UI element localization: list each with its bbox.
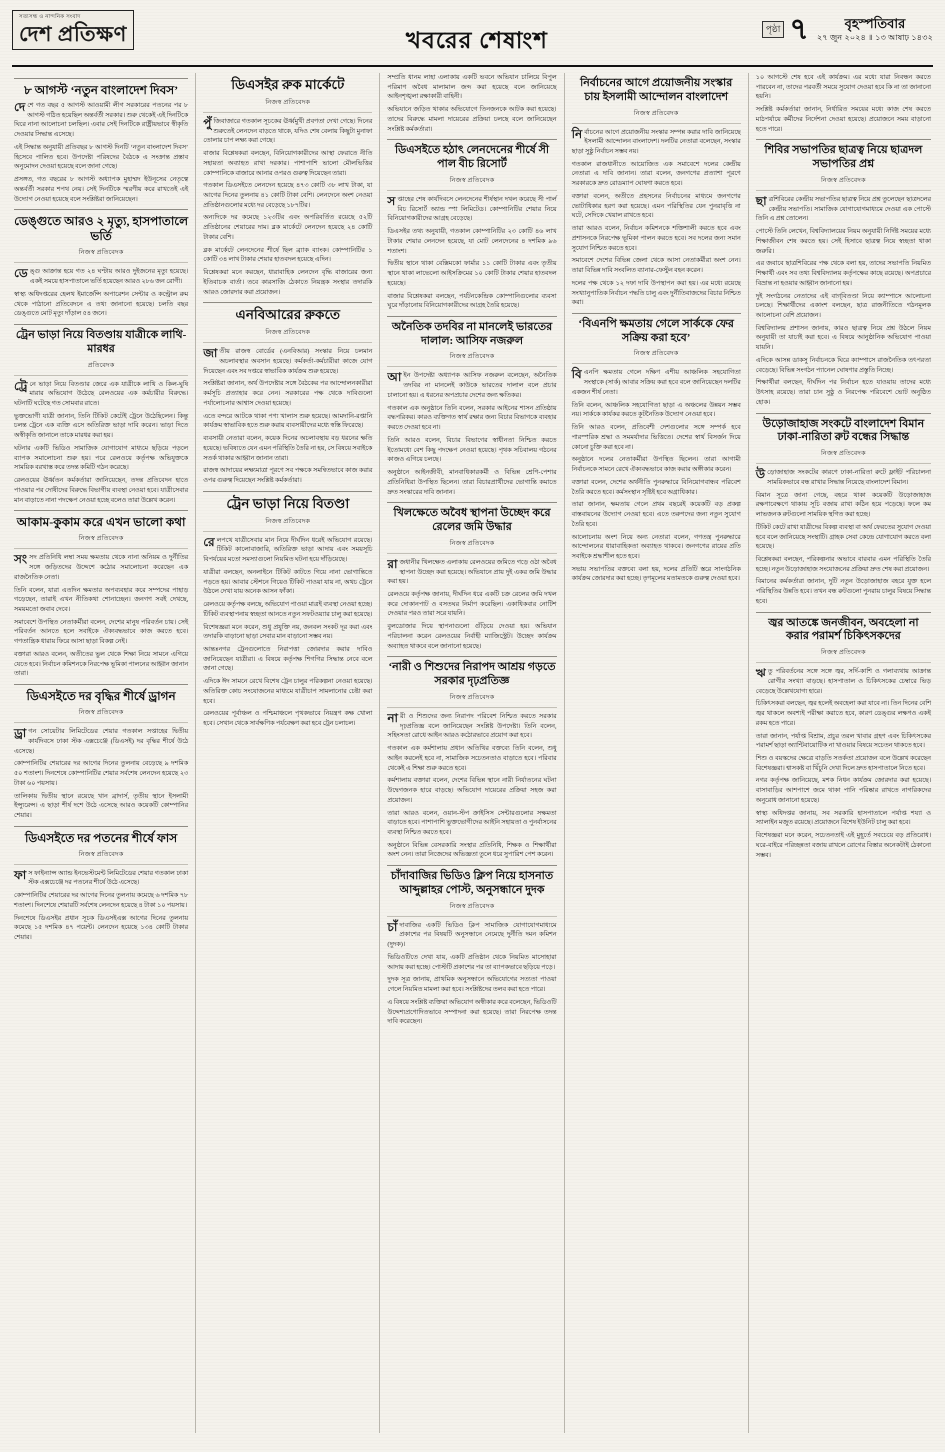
article-paragraph: ফাস ফাইন্যান্স অ্যান্ড ইনভেস্টমেন্ট লিমিটেডের শেয়ার গতকাল ঢাকা স্টক এক্সচেঞ্জে দর পতনের শীর্ষে উঠে এসেছে। bbox=[14, 867, 189, 887]
divider bbox=[203, 302, 372, 303]
article-paragraph: বুলডোজার দিয়ে স্থাপনাগুলো গুঁড়িয়ে দেওয়া হয়। অভিযান পরিচালনা করেন রেলওয়ের নির্বাহী ম্যাজিস্ট্রেট। উচ্ছেদ কার্যক্রম অব্যাহত থাকবে বলে জানানো হয়েছে। bbox=[387, 623, 557, 650]
column-5 bbox=[749, 73, 933, 1433]
article-byline: নিজস্ব প্রতিবেদক bbox=[265, 98, 311, 106]
article-byline: নিজস্ব প্রতিবেদক bbox=[265, 329, 311, 337]
column-1 bbox=[12, 73, 196, 1433]
divider bbox=[387, 316, 556, 317]
article-paragraph: সপ্তাহের শেষ কার্যদিবসে লেনদেনের শীর্ষস্থান দখল করেছে সী পার্ল বিচ রিসোর্ট অ্যান্ড স্পা লিমিটেড। কোম্পানিটির শেয়ার নিয়ে বিনিয়োগকারীদের আগ্রহ বেড়েছে। bbox=[387, 193, 557, 223]
article-paragraph: ড্রাগন সোয়েটার লিমিটেডের শেয়ার গতকাল সপ্তাহের দ্বিতীয় কার্যদিবসে ঢাকা স্টক এক্সচেঞ্জে (ডিএসই) দর বৃদ্ধির শীর্ষে উঠে এসেছে। bbox=[14, 726, 189, 755]
article-paragraph: রেলওয়ের পূর্বাঞ্চল ও পশ্চিমাঞ্চলে পৃথকভাবে নিয়ন্ত্রণ কক্ষ খোলা হবে। সেখান থেকে সার্বক্ষণিক পর্যবেক্ষণ করা হবে ট্রেন চলাচল। bbox=[203, 710, 373, 728]
article-byline: নিজস্ব প্রতিবেদক bbox=[78, 709, 124, 717]
article bbox=[203, 491, 372, 729]
article-paragraph: ট্রেনে ভাড়া নিয়ে বিতণ্ডার জেরে এক যাত্রীকে লাথি ও কিল-ঘুষি মারার অভিযোগ উঠেছে রেলওয়ের এক কর্মচারীর বিরুদ্ধে। ঘটনাটি ঘটেছে গত সোমবার রাতে। bbox=[14, 378, 189, 407]
article-headline[interactable]: নির্বাচনের আগে প্রয়োজনীয় সংস্কার চায় ইসলামী আন্দোলন বাংলাদেশ bbox=[580, 77, 733, 103]
article-paragraph: অনুষ্ঠানে আইনজীবী, মানবাধিকারকর্মী ও বিভিন্ন শ্রেণি-পেশার প্রতিনিধিরা উপস্থিত ছিলেন। তারা বিচারপ্রার্থীদের ভোগান্তি কমাতে দ্রুত সংস্কারের দাবি জানান। bbox=[387, 469, 557, 496]
divider bbox=[756, 139, 931, 140]
article-paragraph: দ্বিতীয় স্থানে থাকা বেক্সিমকো ফার্মার ১১ কোটি টাকার এবং তৃতীয় স্থানে থাকা লাভেলো আইসক্রিমের ১০ কোটি টাকার শেয়ার হাতবদল হয়েছে। bbox=[387, 260, 557, 287]
article-headline[interactable]: ডিএসইর রুক মার্কেটে bbox=[231, 77, 345, 92]
article bbox=[14, 78, 188, 204]
article-paragraph: দলের পক্ষ থেকে ১২ দফা দাবি উপস্থাপন করা হয়। এর মধ্যে রয়েছে সংখ্যানুপাতিক নির্বাচন পদ্ধতি চালু এবং দুর্নীতিবাজদের বিচার নিশ্চিত করা। bbox=[571, 279, 741, 307]
logo-text: দেশ প্রতিক্ষণ bbox=[19, 22, 127, 46]
article-paragraph: দিনশেষে ডিএসইর প্রধান সূচক ডিএসইএক্স আগের দিনের তুলনায় কমেছে ১৫ দশমিক ৪৭ পয়েন্ট। লেনদেন হয়েছে ১৩৪ কোটি টাকার শেয়ার। bbox=[14, 914, 189, 942]
article-paragraph: স্বাস্থ্য অধিদপ্তরের হেলথ ইমার্জেন্সি অপারেশন সেন্টার ও কন্ট্রোল রুম থেকে পাঠানো প্রতিবেদনে এ তথ্য জানানো হয়েছে। চলতি বছর ডেঙ্গুতে মোট মৃত্যু দাঁড়াল ৫৪ জনে। bbox=[14, 290, 189, 318]
article-byline: নিজস্ব প্রতিবেদক bbox=[449, 693, 495, 701]
article-paragraph: ঘটনার একটি ভিডিও সামাজিক যোগাযোগ মাধ্যমে ছড়িয়ে পড়লে ব্যাপক সমালোচনা শুরু হয়। পরে রেলওয়ে কর্তৃপক্ষ অভিযুক্তকে সাময়িক বরখাস্ত করে তদন্ত কমিটি গঠন করেছে। bbox=[14, 444, 189, 472]
article bbox=[572, 313, 741, 584]
article-paragraph: এতে বন্দরে আটকে থাকা পণ্য খালাস শুরু হয়েছে। আমদানি-রপ্তানি কার্যক্রম স্বাভাবিক হতে শুরু করায় ব্যবসায়ীদের মধ্যে স্বস্তি ফিরেছে। bbox=[203, 412, 373, 430]
article-paragraph: তিনি বলেন, যারা এতদিন ক্ষমতার অপব্যবহার করে সম্পদের পাহাড় গড়েছেন, তারাই এখন নীতিকথা শোনাচ্ছেন। জনগণ সবই দেখছে, সময়মতো জবাব দেবে। bbox=[14, 586, 189, 613]
article-headline[interactable]: শিবির সভাপতির ছাত্রত্ব নিয়ে ছাত্রদল সভাপতির প্রশ্ন bbox=[764, 144, 923, 171]
article-paragraph: বিশ্ববিদ্যালয় প্রশাসন জানায়, কারও ছাত্রত্ব নিয়ে প্রশ্ন উঠলে নিয়ম অনুযায়ী তা যাচাই করা হবে। এ বিষয়ে আনুষ্ঠানিক অভিযোগ পাওয়া যায়নি। bbox=[755, 324, 931, 352]
article-paragraph: রেলওয়ে কর্তৃপক্ষ বলছে, অভিযোগ পাওয়া মাত্রই ব্যবস্থা নেওয়া হচ্ছে। টিকিট ব্যবস্থাপনায় স্বচ্ছতা আনতে নতুন সফটওয়্যার চালু করা হয়েছে। bbox=[203, 601, 373, 618]
weekday: বৃহস্পতিবার bbox=[844, 16, 906, 31]
article-paragraph: বিশ্লেষকরা মনে করছেন, ধারাবাহিক লেনদেন বৃদ্ধি বাজারের জন্য ইতিবাচক বার্তা। তবে কারসাজি ঠেকাতে নিয়ন্ত্রক সংস্থার তদারকি আরও জোরদার করা প্রয়োজন। bbox=[203, 269, 373, 296]
article-headline[interactable]: ডিএসইতে দর বৃদ্ধির শীর্ষে ড্রাগন bbox=[26, 689, 176, 704]
article-paragraph: নির্বাচনের আগে প্রয়োজনীয় সংস্কার সম্পন্ন করার দাবি জানিয়েছে ইসলামী আন্দোলন বাংলাদেশ। দলটির নেতারা বলেছেন, সংস্কার ছাড়া সুষ্ঠু নির্বাচন সম্ভব নয়। bbox=[571, 126, 741, 155]
article-byline: নিজস্ব প্রতিবেদক bbox=[449, 902, 495, 910]
article-paragraph: শিক্ষার্থীরা বলছেন, দীর্ঘদিন পর নির্বাচন হতে যাওয়ায় তাদের মধ্যে উৎসাহ রয়েছে। তারা চান সুষ্ঠু ও নিরপেক্ষ পরিবেশে ভোট অনুষ্ঠিত হোক। bbox=[755, 379, 931, 406]
article-headline[interactable]: ‘বিএনপি ক্ষমতায় গেলে সার্ককে ফের সক্রিয় করা হবে’ bbox=[578, 317, 734, 344]
article-paragraph: পোস্টে তিনি লেখেন, বিশ্ববিদ্যালয়ের নিয়ম অনুযায়ী নির্দিষ্ট সময়ের মধ্যে শিক্ষাজীবন শেষ করতে হয়। সেই হিসাবে ছাত্রত্ব নিয়ে স্বচ্ছতা থাকা জরুরি। bbox=[755, 228, 931, 255]
article-paragraph: বাজার বিশ্লেষকরা বলছেন, বিনিয়োগকারীদের আস্থা ফেরাতে নীতি সহায়তা অব্যাহত রাখা দরকার। পাশাপাশি ভালো মৌলভিত্তির কোম্পানিকে বাজারে আনার ওপরও গুরুত্ব দিয়েছেন তারা। bbox=[203, 150, 373, 177]
article bbox=[387, 502, 556, 651]
byline-divider bbox=[756, 190, 931, 191]
article-paragraph: সংশ্লিষ্টরা জানান, অর্থ উপদেষ্টার সঙ্গে বৈঠকের পর আন্দোলনকারীরা কর্মসূচি প্রত্যাহার করে নেন। সরকারের পক্ষ থেকে দাবিগুলো পর্যালোচনার আশ্বাস দেওয়া হয়েছে। bbox=[203, 380, 373, 407]
article-headline[interactable]: খিলক্ষেতে অবৈধ স্থাপনা উচ্ছেদ করে রেলের জমি উদ্ধার bbox=[393, 507, 551, 534]
byline-divider bbox=[203, 531, 372, 532]
byline-divider bbox=[203, 112, 372, 113]
date-line: ২৭ জুন ২০২৪ ॥ ১৩ আষাঢ় ১৪৩২ bbox=[816, 32, 933, 42]
article-paragraph: বক্তারা বলেন, অতীতে প্রহসনের নির্বাচনের মাধ্যমে জনগণের ভোটাধিকার হরণ করা হয়েছে। এমন পরিস্থিতির যেন পুনরাবৃত্তি না ঘটে, সেদিকে খেয়াল রাখতে হবে। bbox=[571, 192, 741, 220]
article-paragraph: তারা জানান, পর্যাপ্ত বিশ্রাম, প্রচুর তরল খাবার গ্রহণ এবং চিকিৎসকের পরামর্শ ছাড়া অ্যান্টিবায়োটিক না খাওয়ার বিষয়ে সচেতন থাকতে হবে। bbox=[755, 732, 931, 750]
page-columns bbox=[12, 73, 933, 1433]
article-paragraph: ব্লক মার্কেটে লেনদেনের শীর্ষে ছিল ব্র্যাক ব্যাংক। কোম্পানিটির ১ কোটি ৩৪ লাখ টাকার শেয়ার হাতবদল হয়েছে এদিন। bbox=[203, 246, 373, 264]
article-paragraph: আলোচনায় অংশ নিয়ে অন্য নেতারা বলেন, গণতন্ত্র পুনরুদ্ধারে আন্দোলনের ধারাবাহিকতা অব্যাহত থাকবে। জনগণের রায়ের প্রতি সবাইকে শ্রদ্ধাশীল হতে হবে। bbox=[571, 533, 741, 560]
article-paragraph: শিশু ও বয়স্কদের ক্ষেত্রে বাড়তি সতর্কতা প্রয়োজন বলে উল্লেখ করেছেন বিশেষজ্ঞরা। শ্বাসকষ্ট বা খিঁচুনি দেখা দিলে দ্রুত হাসপাতালে নিতে হবে। bbox=[755, 755, 931, 772]
article-byline: নিজস্ব প্রতিবেদক bbox=[449, 353, 495, 361]
byline-divider bbox=[14, 864, 188, 865]
divider bbox=[387, 502, 556, 503]
article-headline[interactable]: আকাম-কুকাম করে এখন ভালো কথা bbox=[16, 515, 186, 530]
article-paragraph: সমাবেশে উপস্থিত নেতাকর্মীরা বলেন, দেশের মানুষ পরিবর্তন চায়। সেই পরিবর্তন আনতে হলে সবাইকে ঐক্যবদ্ধভাবে কাজ করতে হবে। গণতান্ত্রিক ধারায় ফিরে আসা ছাড়া বিকল্প নেই। bbox=[14, 618, 189, 646]
article-paragraph: এই সিদ্ধান্ত অনুযায়ী প্রতিবছর ৮ আগস্ট দিনটি ‘নতুন বাংলাদেশ দিবস’ হিসেবে পালিত হবে। উপদেষ্টা পরিষদের বৈঠকে এ সংক্রান্ত প্রস্তাব অনুমোদন দেওয়া হয়েছে বলে জানা গেছে। bbox=[14, 143, 189, 171]
article-paragraph: আন্তঃনগর ট্রেনগুলোতে নিরাপত্তা জোরদার করার দাবিও জানিয়েছেন যাত্রীরা। এ বিষয়ে কর্তৃপক্ষ শিগগির সিদ্ধান্ত নেবে বলে জানা গেছে। bbox=[203, 646, 373, 673]
divider bbox=[14, 324, 188, 325]
article-byline: নিজস্ব প্রতিবেদক bbox=[633, 350, 679, 358]
article-paragraph: এ বিষয়ে সংশ্লিষ্ট ব্যক্তিরা অভিযোগ অস্বীকার করে বলেছেন, ভিডিওটি উদ্দেশ্যপ্রণোদিতভাবে সম্পাদনা করা হয়েছে। তারা নিরপেক্ষ তদন্ত দাবি করেছেন। bbox=[387, 998, 557, 1026]
page-badge bbox=[762, 13, 809, 47]
article-headline[interactable]: ৮ আগস্ট ‘নতুন বাংলাদেশ দিবস’ bbox=[24, 83, 179, 97]
article-byline: নিজস্ব প্রতিবেদক bbox=[78, 249, 124, 257]
article-byline: নিজস্ব প্রতিবেদক bbox=[78, 535, 124, 543]
article bbox=[572, 77, 741, 308]
article-paragraph: রাজস্ব আদায়ের লক্ষ্যমাত্রা পূরণে সব পক্ষকে সমন্বিতভাবে কাজ করার ওপর গুরুত্ব দিয়েছেন সংশ্লিষ্ট কর্মকর্তারা। bbox=[203, 467, 373, 485]
article bbox=[756, 413, 931, 607]
byline-divider bbox=[572, 363, 741, 364]
article bbox=[203, 302, 372, 485]
article-paragraph: কোম্পানিটির শেয়ারের দর আগের দিনের তুলনায় কমেছে ৬ দশমিক ৭৮ শতাংশ। দিনশেষে শেয়ারটি সর্বশেষ লেনদেন হয়েছে ৪ টাকা ১০ পয়সায়। bbox=[14, 892, 189, 909]
article bbox=[387, 73, 556, 134]
article bbox=[756, 139, 931, 407]
masthead-right bbox=[762, 10, 933, 47]
divider bbox=[14, 510, 188, 511]
column-3 bbox=[380, 73, 564, 1433]
byline-divider bbox=[387, 916, 556, 917]
byline-divider bbox=[387, 553, 556, 554]
byline-divider bbox=[203, 342, 372, 343]
article-byline: নিজস্ব প্রতিবেদক bbox=[78, 850, 124, 858]
byline-divider bbox=[387, 707, 556, 708]
article bbox=[14, 209, 188, 319]
article-paragraph: চিকিৎসকরা বলছেন, জ্বর হলেই অবহেলা করা যাবে না। তিন দিনের বেশি জ্বর থাকলে অবশ্যই পরীক্ষা করাতে হবে, কারণ ডেঙ্গুর লক্ষণও একই রকম হতে পারে। bbox=[755, 700, 931, 727]
divider bbox=[756, 413, 931, 414]
article-paragraph: বক্তারা বলেন, দেশের অর্থনীতি পুনরুদ্ধারে বিনিয়োগবান্ধব পরিবেশ তৈরি করতে হবে। কর্মসংস্থান সৃষ্টিই হবে অগ্রাধিকার। bbox=[571, 478, 741, 496]
article-paragraph: অনুষ্ঠানে বিভিন্ন বেসরকারি সংস্থার প্রতিনিধি, শিক্ষক ও শিক্ষার্থীরা অংশ নেন। তারা নিজেদের অভিজ্ঞতা তুলে ধরে সুপারিশ পেশ করেন। bbox=[387, 841, 557, 859]
byline-divider bbox=[756, 662, 931, 663]
article-paragraph: সংশ্লিষ্ট কর্মকর্তারা জানান, নির্ধারিত সময়ের মধ্যে কাজ শেষ করতে মাঠপর্যায়ে কর্মীদের নির্দেশনা দেওয়া হয়েছে। প্রয়োজনে সময় বাড়ানো হতে পারে। bbox=[755, 106, 931, 133]
article-paragraph: বিশেষজ্ঞরা মনে করেন, সচেতনতাই এই মুহূর্তে সবচেয়ে বড় প্রতিরোধ। ঘরে-বাইরে পরিচ্ছন্নতা বজায় রাখলে রোগের বিস্তার অনেকটাই ঠেকানো সম্ভব। bbox=[755, 832, 931, 859]
article-paragraph: যাত্রীরা বলছেন, অনলাইনে টিকিট কাটতে গিয়ে নানা ভোগান্তিতে পড়তে হয়। আবার স্টেশনে গিয়েও টিকিট পাওয়া যায় না, অথচ ট্রেনে উঠলে দেখা যায় অনেক আসন ফাঁকা। bbox=[203, 568, 373, 596]
column-4 bbox=[565, 73, 749, 1433]
article-paragraph: তালিকায় দ্বিতীয় স্থানে রয়েছে খান ব্রাদার্স, তৃতীয় স্থানে ইসলামী ইন্স্যুরেন্স। এ ছাড়া শীর্ষ দশে উঠে এসেছে আরও কয়েকটি কোম্পানির শেয়ার। bbox=[14, 792, 189, 820]
article-headline[interactable]: ডিএসইতে দর পতনের শীর্ষে ফাস bbox=[25, 830, 178, 845]
article-paragraph: গতকাল রাজধানীতে আয়োজিত এক সমাবেশে দলের কেন্দ্রীয় নেতারা এ দাবি জানান। তারা বলেন, জনগণের প্রত্যাশা পূরণে সরকারকে দ্রুত রোডম্যাপ ঘোষণা করতে হবে। bbox=[571, 160, 741, 188]
article-paragraph: গতকাল এক কর্মশালায় প্রধান অতিথির বক্তব্যে তিনি বলেন, শুধু আইন করলেই হবে না, সামাজিক সচেতনতাও বাড়াতে হবে। পরিবার থেকেই এ শিক্ষা শুরু করতে হবে। bbox=[387, 745, 557, 772]
article-headline[interactable]: জ্বর আতঙ্কে জনজীবন, অবহেলা না করার পরামর্শ চিকিৎসকদের bbox=[768, 616, 919, 643]
article-paragraph: বিমানের কর্মকর্তারা জানান, দুটি নতুন উড়োজাহাজ বহরে যুক্ত হলে পরিস্থিতির উন্নতি হবে। তখন বন্ধ রুটগুলো পুনরায় চালুর বিষয়ে সিদ্ধান্ত হবে। bbox=[755, 578, 931, 605]
article-byline: নিজস্ব প্রতিবেদক bbox=[633, 109, 679, 117]
article-paragraph: বিশেষজ্ঞরা মনে করেন, শুধু প্রযুক্তি নয়, জনবল সংকট দূর করা এবং তদারকি বাড়ানো ছাড়া সেবার মান বাড়ানো সম্ভব নয়। bbox=[203, 623, 373, 641]
article-paragraph: সভায় সভাপতির বক্তব্যে বলা হয়, দলের প্রতিটি স্তরে সাংগঠনিক কার্যক্রম জোরদার করা হচ্ছে। তৃণমূলের মতামতকে গুরুত্ব দেওয়া হবে। bbox=[571, 565, 741, 583]
article bbox=[387, 316, 556, 497]
article-paragraph: উড়োজাহাজ সংকটের কারণে ঢাকা-নারিতা রুটে ফ্লাইট পরিচালনা সাময়িকভাবে বন্ধ রাখার সিদ্ধান্ত নিয়েছে বাংলাদেশ বিমান। bbox=[755, 467, 931, 486]
article-paragraph: এদিকে আসন্ন ডাকসু নির্বাচনকে ঘিরে ক্যাম্পাসে রাজনৈতিক তৎপরতা বেড়েছে। বিভিন্ন সংগঠন প্যানেল ঘোষণার প্রস্তুতি নিচ্ছে। bbox=[755, 356, 931, 374]
article-byline: নিজস্ব প্রতিবেদক bbox=[821, 176, 866, 184]
article-paragraph: চাঁদাবাজির একটি ভিডিও ক্লিপ সামাজিক যোগাযোগমাধ্যমে প্রকাশের পর বিষয়টি অনুসন্ধানে নেমেছে দুর্নীতি দমন কমিশন (দুদক)। bbox=[387, 919, 557, 949]
logo-box bbox=[12, 10, 134, 50]
article-paragraph: দুদক সূত্র জানায়, প্রাথমিক অনুসন্ধানে অভিযোগের সত্যতা পাওয়া গেলে নিয়মিত মামলা করা হবে। সংশ্লিষ্টদের তলব করা হতে পারে। bbox=[387, 976, 557, 994]
article bbox=[14, 684, 188, 821]
column-2 bbox=[196, 73, 380, 1433]
divider bbox=[756, 612, 931, 613]
divider bbox=[572, 313, 741, 314]
article bbox=[14, 324, 188, 505]
article-paragraph: ভিডিওটিতে দেখা যায়, একটি প্রতিষ্ঠান থেকে নিয়মিত মাসোহারা আদায় করা হচ্ছে। পোস্টটি প্রকাশের পর তা ব্যাপকভাবে ছড়িয়ে পড়ে। bbox=[387, 953, 557, 971]
article bbox=[387, 656, 556, 860]
byline-divider bbox=[387, 366, 556, 367]
article-paragraph: রেলওয়ের ঊর্ধ্বতন কর্মকর্তারা জানিয়েছেন, তদন্ত প্রতিবেদন হাতে পাওয়ার পর দোষীদের বিরুদ্ধে বিভাগীয় ব্যবস্থা নেওয়া হবে। যাত্রীসেবার মান বাড়াতে নানা পদক্ষেপ নেওয়া হচ্ছে বলেও তারা উল্লেখ করেন। bbox=[14, 477, 189, 504]
divider bbox=[14, 684, 188, 685]
article-paragraph: ডিএসইর তথ্য অনুযায়ী, গতকাল কোম্পানিটির ২৩ কোটি ৪৬ লাখ টাকার শেয়ার লেনদেন হয়েছে, যা মোট লেনদেনের ৪ দশমিক ৯৬ শতাংশ। bbox=[387, 228, 557, 255]
logo-tagline: সত্যসন্ধ ও নান্দনিক সংবাদ bbox=[19, 14, 81, 20]
article-paragraph: তারা আরও বলেন, নির্বাচন কমিশনকে শক্তিশালী করতে হবে এবং প্রশাসনকে নিরপেক্ষ ভূমিকা পালন করতে হবে। সব দলের জন্য সমান সুযোগ নিশ্চিত করতে হবে। bbox=[571, 225, 741, 252]
article-paragraph: বক্তারা আরও বলেন, অতীতের ভুল থেকে শিক্ষা নিয়ে সামনে এগিয়ে যেতে হবে। নির্বাচন কমিশনকে নিরপেক্ষ ভূমিকা পালনের আহ্বান জানান তারা। bbox=[14, 650, 189, 678]
article-byline: নিজস্ব প্রতিবেদক bbox=[821, 649, 866, 657]
article-paragraph: তিনি আরও বলেন, প্রতিবেশী দেশগুলোর সঙ্গে সম্পর্ক হবে পারস্পরিক শ্রদ্ধা ও সমমর্যাদার ভিত্তিতে। দেশের স্বার্থ বিসর্জন দিয়ে কোনো চুক্তি করা হবে না। bbox=[571, 424, 741, 451]
article-paragraph: রাজধানীর খিলক্ষেত এলাকায় রেলওয়ের জমিতে গড়ে ওঠা অবৈধ স্থাপনা উচ্ছেদ করা হয়েছে। অভিযানে প্রায় দুই একর জমি উদ্ধার করা হয়। bbox=[387, 556, 557, 586]
article-paragraph: সম্প্রতি ধানম লাহা এলাকায় একটি ভবনে অভিযান চালিয়ে বিপুল পরিমাণ অবৈধ মালামাল জব্দ করা হয়েছে বলে জানিয়েছে আইনশৃঙ্খলা রক্ষাকারী বাহিনী। bbox=[387, 74, 557, 101]
article-byline: নিজস্ব প্রতিবেদক bbox=[265, 517, 311, 525]
article-headline[interactable]: এনবিআরের রুকতে bbox=[235, 307, 341, 323]
article-paragraph: ১০ আগস্টে শেষ হবে এই কার্যক্রম। এর মধ্যে যারা নিবন্ধন করতে পারবেন না, তাদের পরবর্তী সময়ে সুযোগ দেওয়া হবে কি না তা জানানো হয়নি। bbox=[755, 74, 931, 101]
byline-divider bbox=[387, 190, 556, 191]
byline-divider bbox=[14, 262, 188, 263]
article-paragraph: দুই সংগঠনের নেতাদের এই বাগ্‌বিতণ্ডা নিয়ে ক্যাম্পাসে আলোচনা চলছে। শিক্ষার্থীদের একাংশ বলছেন, ছাত্র রাজনীতিতে গঠনমূলক আলোচনা বেশি প্রয়োজন। bbox=[755, 292, 931, 319]
article-paragraph: সংসদ প্রতিনিধি লম্বা সময় ক্ষমতায় থেকে নানা অনিয়ম ও দুর্নীতির সঙ্গে জড়িতদের উদ্দেশে কঠোর সমালোচনা করেছেন এক রাজনৈতিক নেতা। bbox=[14, 552, 189, 581]
article-headline[interactable]: ডেঙ্গুতে আরও ২ মৃত্যু, হাসপাতালে ভর্তি bbox=[14, 214, 189, 244]
article-paragraph: প্রসঙ্গত, গত বছরের ৮ আগস্ট অধ্যাপক মুহাম্মদ ইউনূসের নেতৃত্বে অন্তর্বর্তী সরকার শপথ নেয়। সেই দিনটিকে স্মরণীয় করে রাখতেই এই উদ্যোগ নেওয়া হয়েছে বলে সংশ্লিষ্টরা জানিয়েছেন। bbox=[14, 176, 189, 203]
article-paragraph: এদিকে ঈদ সামনে রেখে বিশেষ ট্রেন চালুর পরিকল্পনা নেওয়া হয়েছে। অতিরিক্ত কোচ সংযোজনের মাধ্যমে যাত্রীচাপ সামলানোর চেষ্টা করা হবে। bbox=[203, 678, 373, 705]
article-paragraph: নগর কর্তৃপক্ষ জানিয়েছে, মশক নিধন কার্যক্রম জোরদার করা হয়েছে। বাসাবাড়ির আশপাশে জমে থাকা পানি পরিষ্কার রাখতে নাগরিকদের অনুরোধ জানানো হয়েছে। bbox=[755, 777, 931, 804]
article-paragraph: তারা আরও বলেন, ওয়ান-স্টপ ক্রাইসিস সেন্টারগুলোর সক্ষমতা বাড়াতে হবে। পাশাপাশি ভুক্তভোগীদের আইনি সহায়তা ও পুনর্বাসনের ব্যবস্থা নিশ্চিত করতে হবে। bbox=[387, 809, 557, 836]
byline-divider bbox=[756, 463, 931, 464]
article-paragraph: গতকাল এক অনুষ্ঠানে তিনি বলেন, সরকার আইনের শাসন প্রতিষ্ঠায় বদ্ধপরিকর। কারও ব্যক্তিগত স্বার্থ রক্ষার জন্য বিচার বিভাগকে ব্যবহার করতে দেওয়া হবে না। bbox=[387, 404, 557, 432]
article-paragraph: বিমান সূত্রে জানা গেছে, বহরে থাকা কয়েকটি উড়োজাহাজ রক্ষণাবেক্ষণে থাকায় সূচি বজায় রাখা কঠিন হয়ে পড়েছে। ফলে কম লাভজনক রুটগুলো সাময়িক স্থগিত করা হচ্ছে। bbox=[755, 491, 931, 519]
article-paragraph: দেশে গত বছর ৫ আগস্ট আওয়ামী লীগ সরকারের পতনের পর ৮ আগস্ট গঠিত হয়েছিল অন্তর্বর্তী সরকার। শুরু থেকেই এই দিনটিকে ঘিরে নানা আলোচনা চলছিল। এবার সেই দিনটিকে রাষ্ট্রীয়ভাবে স্বীকৃতি দেওয়ার সিদ্ধান্ত এসেছে। bbox=[14, 100, 189, 139]
article-headline[interactable]: ট্রেন ভাড়া নিয়ে বিতণ্ডা bbox=[226, 495, 350, 511]
article-paragraph: তারা জানান, ক্ষমতায় গেলে প্রথম বছরেই কয়েকটি বড় প্রকল্প বাস্তবায়নের উদ্যোগ নেওয়া হবে। এতে তরুণদের জন্য নতুন সুযোগ তৈরি হবে। bbox=[571, 501, 741, 528]
divider bbox=[387, 656, 556, 657]
article-paragraph: ভুক্তভোগী যাত্রী জানান, তিনি টিকিট কেটেই ট্রেনে উঠেছিলেন। কিন্তু চলন্ত ট্রেনে এক ব্যক্তি এসে অতিরিক্ত ভাড়া দাবি করেন। ভাড়া দিতে অস্বীকৃতি জানালে তাকে মারধর করা হয়। bbox=[14, 412, 189, 440]
article-paragraph: বাজার বিশ্লেষকরা বলছেন, পর্যটনকেন্দ্রিক কোম্পানিগুলোর ব্যবসা ঘুরে দাঁড়ানোয় বিনিয়োগকারীদের আগ্রহ তৈরি হয়েছে। bbox=[387, 292, 557, 310]
article-paragraph: রেলপথে যাত্রীসেবার মান নিয়ে দীর্ঘদিন ধরেই অভিযোগ রয়েছে। টিকিট কালোবাজারি, অতিরিক্ত ভাড়া আদায় এবং সময়সূচি বিপর্যয়ের মতো সমস্যাগুলো নিয়মিত ঘটনা হয়ে দাঁড়িয়েছে। bbox=[203, 534, 373, 564]
date-block bbox=[817, 16, 933, 43]
article bbox=[14, 510, 188, 679]
article-paragraph: ডেঙ্গু আক্রান্ত হয়ে গত ২৪ ঘণ্টায় আরও দুইজনের মৃত্যু হয়েছে। একই সময়ে হাসপাতালে ভর্তি হয়েছেন আরও ২৮৬ জন রোগী। bbox=[14, 266, 189, 286]
divider bbox=[203, 491, 372, 492]
divider bbox=[14, 78, 188, 79]
article-headline[interactable]: ‘নারী ও শিশুদের নিরাপদ আশ্রয় গড়তে সরকার দৃঢ়প্রতিজ্ঞ bbox=[388, 661, 556, 688]
article-paragraph: বিএনপি ক্ষমতায় গেলে দক্ষিণ এশীয় আঞ্চলিক সহযোগিতা সংস্থাকে (সার্ক) আবার সক্রিয় করা হবে বলে জানিয়েছেন দলটির একজন শীর্ষ নেতা। bbox=[571, 367, 741, 396]
article-headline[interactable]: অনৈতিক তদবির না মানলেই ভারতের দালাল: আসিফ নজরুল bbox=[391, 320, 553, 347]
article-paragraph: অন্যদিকে দর কমেছে ১২৩টির এবং অপরিবর্তিত রয়েছে ৫২টি প্রতিষ্ঠানের শেয়ারের দাম। ব্লক মার্কেটে লেনদেন হয়েছে ২৪ কোটি টাকার বেশি। bbox=[203, 214, 373, 241]
page-label: পৃষ্ঠা bbox=[762, 21, 785, 38]
article-headline[interactable]: উড়োজাহাজ সংকটে বাংলাদেশ বিমান ঢাকা-নারিতা রুট বন্ধের সিদ্ধান্ত bbox=[762, 417, 925, 444]
article-paragraph: তিনি আরও বলেন, বিচার বিভাগের স্বাধীনতা নিশ্চিত করতে ইতোমধ্যে বেশ কিছু পদক্ষেপ নেওয়া হয়েছে। পৃথক সচিবালয় গঠনের কাজও এগিয়ে চলছে। bbox=[387, 436, 557, 464]
article-headline[interactable]: ট্রেন ভাড়া নিয়ে বিতণ্ডায় যাত্রীকে লাথি-মারধর bbox=[15, 329, 187, 355]
article-byline: নিজস্ব প্রতিবেদক bbox=[821, 450, 866, 458]
masthead-logo-block bbox=[12, 10, 192, 50]
article bbox=[756, 612, 931, 861]
byline-divider bbox=[572, 123, 741, 124]
section-title: খবরের শেষাংশ bbox=[405, 28, 548, 53]
article-paragraph: বিশ্লেষকরা বলছেন, পরিকল্পনার অভাবে বারবার এমন পরিস্থিতি তৈরি হচ্ছে। নতুন উড়োজাহাজ সংযোজনের প্রক্রিয়া দ্রুত শেষ করা প্রয়োজন। bbox=[755, 555, 931, 573]
article-paragraph: রেলওয়ে কর্তৃপক্ষ জানায়, দীর্ঘদিন ধরে একটি চক্র রেলের জমি দখল করে দোকানপাট ও বসতঘর নির্মাণ করেছিল। একাধিকবার নোটিশ দেওয়ার পরও তারা সরে যায়নি। bbox=[387, 591, 557, 618]
article-paragraph: ঋতু পরিবর্তনের সঙ্গে সঙ্গে জ্বর, সর্দি-কাশি ও গলাব্যথায় আক্রান্ত রোগীর সংখ্যা বাড়ছে। হাসপাতাল ও চিকিৎসকের চেম্বারে ভিড় বেড়েছে উল্লেখযোগ্য হারে। bbox=[755, 666, 931, 695]
article-paragraph: অভিযানে জড়িত থাকার অভিযোগে তিনজনকে আটক করা হয়েছে। তাদের বিরুদ্ধে মামলা দায়েরের প্রক্রিয়া চলছে বলে জানিয়েছেন সংশ্লিষ্ট কর্মকর্তারা। bbox=[387, 106, 557, 133]
article bbox=[14, 826, 188, 943]
byline-divider bbox=[14, 375, 188, 376]
article-byline: নিজস্ব প্রতিবেদক bbox=[449, 176, 495, 184]
article-paragraph: জাতীয় রাজস্ব বোর্ডের (এনবিআর) সংস্কার নিয়ে চলমান অচলাবস্থার অবসান হয়েছে। কর্মকর্তা-কর্মচারীরা কাজে যোগ দিয়েছেন এবং সব দপ্তরে স্বাভাবিক কার্যক্রম শুরু হয়েছে। bbox=[203, 346, 373, 375]
article-paragraph: সমাবেশে দেশের বিভিন্ন জেলা থেকে আসা নেতাকর্মীরা অংশ নেন। তারা বিভিন্ন দাবি সংবলিত ব্যানার-ফেস্টুন বহন করেন। bbox=[571, 257, 741, 275]
divider bbox=[387, 139, 556, 140]
divider bbox=[14, 209, 188, 210]
byline-divider bbox=[14, 722, 188, 723]
article-byline: নিজস্ব প্রতিবেদক bbox=[449, 539, 495, 547]
article bbox=[387, 865, 556, 1027]
article-paragraph: টিকিট কেটে রাখা যাত্রীদের বিকল্প ব্যবস্থা বা অর্থ ফেরতের সুযোগ দেওয়া হবে বলে জানিয়েছে সংস্থাটি। গ্রাহক সেবা কেন্দ্রে যোগাযোগ করতে বলা হয়েছে। bbox=[755, 523, 931, 551]
article bbox=[387, 139, 556, 311]
page-number: ৭ bbox=[789, 13, 809, 47]
divider bbox=[14, 826, 188, 827]
article-paragraph: ছাত্রশিবিরের কেন্দ্রীয় সভাপতির ছাত্রত্ব নিয়ে প্রশ্ন তুলেছেন ছাত্রদলের কেন্দ্রীয় সভাপতি। সামাজিক যোগাযোগমাধ্যমে দেওয়া এক পোস্টে তিনি এ প্রশ্ন তোলেন। bbox=[755, 193, 931, 223]
article-headline[interactable]: ডিএসইতে হঠাৎ লেনদেনের শীর্ষে সী পাল বীচ রিসোর্ট bbox=[394, 144, 549, 171]
article-paragraph: পুঁজিবাজারে গতকাল সূচকের ঊর্ধ্বমুখী প্রবণতা দেখা গেছে। দিনের শুরুতেই লেনদেন বাড়তে থাকে, যদিও শেষ বেলায় কিছুটা মুনাফা তোলার চাপ লক্ষ্য করা গেছে। bbox=[203, 115, 373, 145]
article-paragraph: ব্যবসায়ী নেতারা বলেন, কয়েক দিনের অচলাবস্থায় বড় ধরনের ক্ষতি হয়েছে। ভবিষ্যতে যেন এমন পরিস্থিতি তৈরি না হয়, সে বিষয়ে সবাইকে সতর্ক থাকার আহ্বান জানান তারা। bbox=[203, 435, 373, 462]
article-headline[interactable]: চাঁদাবাজির ভিডিও ক্লিপ নিয়ে হাসনাত আব্দুল্লাহর পোস্ট, অনুসন্ধানে দুদক bbox=[390, 870, 554, 896]
article bbox=[756, 73, 931, 134]
masthead bbox=[12, 10, 933, 67]
article-paragraph: কর্মশালায় বক্তারা বলেন, দেশের বিভিন্ন স্থানে নারী নির্যাতনের ঘটনা উদ্বেগজনক হারে বাড়ছে। অভিযোগ দায়েরের প্রক্রিয়া সহজ করা প্রয়োজন। bbox=[387, 777, 557, 804]
article-paragraph: নারী ও শিশুদের জন্য নিরাপদ পরিবেশ নিশ্চিত করতে সরকার দৃঢ়প্রতিজ্ঞ বলে জানিয়েছেন সংশ্লিষ্ট উপদেষ্টা। তিনি বলেন, সহিংসতা রোধে আইন আরও কঠোরভাবে প্রয়োগ করা হবে। bbox=[387, 710, 557, 740]
article-paragraph: অনুষ্ঠানে দলের নেতাকর্মীরা উপস্থিত ছিলেন। তারা আগামী নির্বাচনকে সামনে রেখে ঐক্যবদ্ধভাবে কাজ করার অঙ্গীকার করেন। bbox=[571, 456, 741, 474]
article-paragraph: এর জবাবে ছাত্রশিবিরের পক্ষ থেকে বলা হয়, তাদের সভাপতি নিয়মিত শিক্ষার্থী এবং সব তথ্য বিশ্ববিদ্যালয় কর্তৃপক্ষের কাছে রয়েছে। অপপ্রচারে বিভ্রান্ত না হওয়ার আহ্বান জানানো হয়। bbox=[755, 260, 931, 287]
article-paragraph: তিনি বলেন, আঞ্চলিক সহযোগিতা ছাড়া এ অঞ্চলের উন্নয়ন সম্ভব নয়। সার্ককে কার্যকর করতে কূটনৈতিক উদ্যোগ নেওয়া হবে। bbox=[571, 401, 741, 419]
byline-divider bbox=[14, 548, 188, 549]
article-paragraph: গতকাল ডিএসইতে লেনদেন হয়েছে ৪৭৩ কোটি ৩৮ লাখ টাকা, যা আগের দিনের তুলনায় ৪১ কোটি টাকা বেশি। লেনদেনে অংশ নেওয়া প্রতিষ্ঠানগুলোর মধ্যে দর বেড়েছে ১৮৭টির। bbox=[203, 182, 373, 209]
article bbox=[203, 77, 372, 297]
article-paragraph: আইন উপদেষ্টা অধ্যাপক আসিফ নজরুল বলেছেন, অনৈতিক তদবির না মানলেই কাউকে ভারতের দালাল বলে প্রচার চালানো হয়। এ ধরনের অপপ্রচার দেশের জন্য ক্ষতিকর। bbox=[387, 370, 557, 399]
article-paragraph: কোম্পানিটির শেয়ারের দর আগের দিনের তুলনায় বেড়েছে ৯ দশমিক ৫০ শতাংশ। দিনশেষে কোম্পানিটির শেয়ার সর্বশেষ লেনদেন হয়েছে ২৩ টাকা ৬০ পয়সায়। bbox=[14, 760, 189, 787]
article-byline: প্রতিবেদক bbox=[87, 361, 115, 369]
article-paragraph: স্বাস্থ্য অধিদপ্তর জানায়, সব সরকারি হাসপাতালে পর্যাপ্ত শয্যা ও স্যালাইন মজুত রয়েছে। প্রয়োজনে বিশেষ ইউনিট চালু করা হবে। bbox=[755, 809, 931, 827]
divider bbox=[387, 865, 556, 866]
